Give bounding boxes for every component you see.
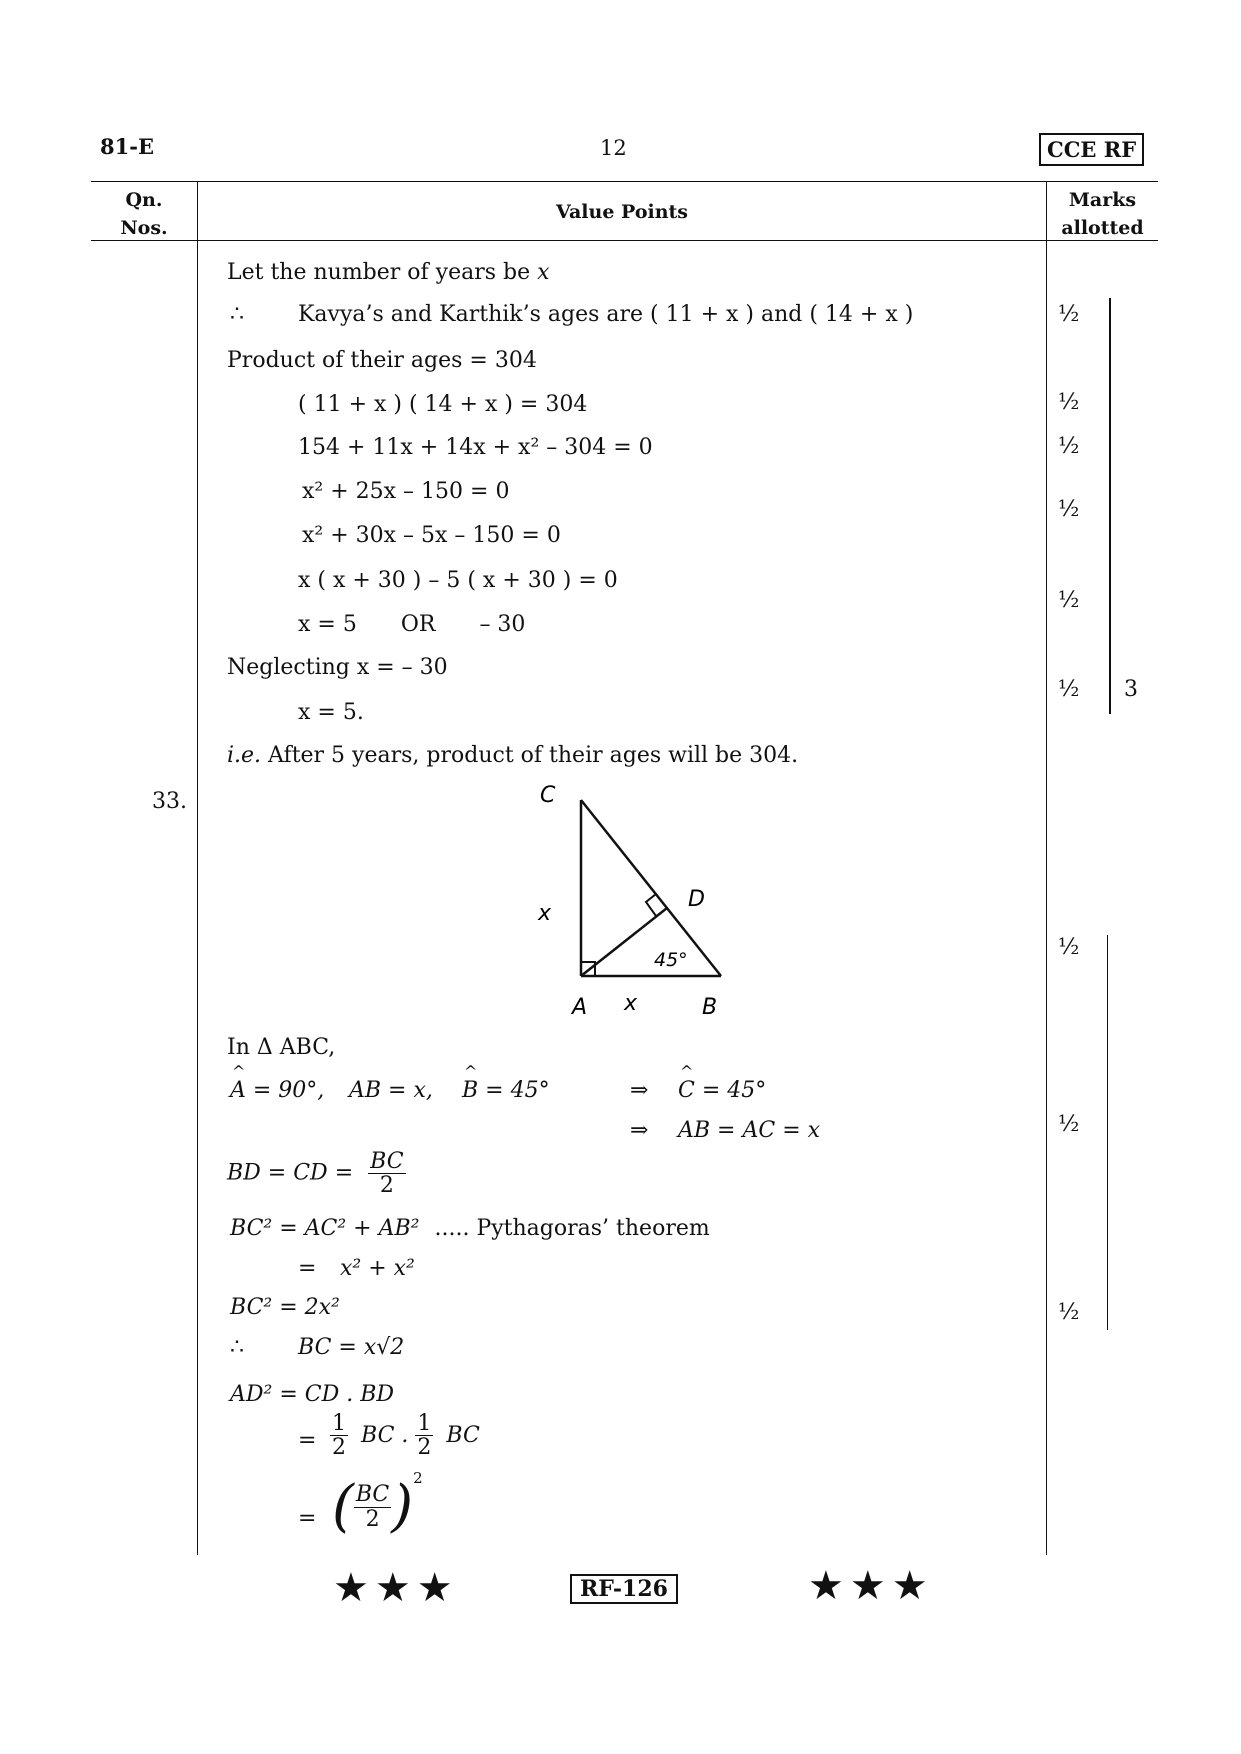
marks-a-bracket (1109, 298, 1111, 714)
col-head-value-points: Value Points (556, 201, 688, 223)
line-x-equals-5: x = 5. (298, 700, 364, 725)
marks-a-total: 3 (1124, 677, 1138, 702)
mark-b-1: ½ (1058, 935, 1080, 960)
page-number: 12 (600, 136, 627, 160)
line-product: Product of their ages = 304 (227, 348, 537, 373)
footer-stars-right: ★★★ (808, 1563, 934, 1609)
label-angle: 45° (654, 949, 688, 971)
triangle-diagram (520, 780, 750, 1020)
line-equation-4: x² + 30x – 5x – 150 = 0 (302, 523, 561, 548)
line-angle-b: ^ B = 45° (462, 1078, 550, 1103)
mark-a-1: ½ (1058, 302, 1080, 327)
line-equation-1: ( 11 + x ) ( 14 + x ) = 304 (298, 392, 588, 417)
right-angle-d (646, 894, 656, 916)
line-equation-3: x² + 25x – 150 = 0 (302, 479, 510, 504)
eq-sign-2: = (298, 1428, 317, 1453)
line-factorised: x ( x + 30 ) – 5 ( x + 30 ) = 0 (298, 568, 618, 593)
line-ages: Kavya’s and Karthik’s ages are ( 11 + x ) and ( 14 + x ) (298, 302, 914, 327)
mark-a-6: ½ (1058, 677, 1080, 702)
col-divider-right (1046, 181, 1047, 1555)
line-conclusion: i.e. After 5 years, product of their ages will be 304. (227, 743, 799, 768)
line-angles: ^ A = 90°, (230, 1078, 324, 1103)
label-side-ab: x (624, 991, 638, 1016)
question-number: 33. (152, 789, 187, 814)
line-in-abc: In Δ ABC, (227, 1035, 336, 1060)
label-a: A (572, 995, 588, 1020)
eq-sign-3: = (298, 1506, 317, 1531)
line-bd-cd: BD = CD = $\frac{BC}{2}$ (227, 1149, 404, 1199)
line-roots: x = 5 OR – 30 (298, 612, 526, 637)
line-ab-ac: AB = AC = x (678, 1118, 821, 1143)
mark-a-5: ½ (1058, 588, 1080, 613)
line-ad2: AD² = CD . BD (230, 1382, 395, 1407)
line-pythagoras: BC² = AC² + AB² ..... Pythagoras’ theorem (230, 1216, 710, 1241)
table-top-rule (91, 181, 1158, 182)
implies-1: ⇒ (630, 1078, 649, 1103)
line-equation-2: 154 + 11x + 14x + x² – 304 = 0 (298, 435, 653, 460)
mark-a-2: ½ (1058, 390, 1080, 415)
line-bc-over-2-squared: ( $\frac{BC}{2}$ )$^2$ (332, 1469, 423, 1539)
implies-2: ⇒ (630, 1118, 649, 1143)
marks-b-bracket (1107, 935, 1108, 1330)
mark-a-3: ½ (1058, 434, 1080, 459)
label-b: B (702, 995, 718, 1020)
mark-b-2: ½ (1058, 1112, 1080, 1137)
line-half-product: $\frac{1}{2}$ BC . $\frac{1}{2}$ BC (332, 1411, 480, 1461)
scheme-badge: CCE RF (1039, 133, 1144, 166)
line-angle-c: ^ C = 45° (678, 1078, 766, 1103)
col-head-marks: Marks allotted (1061, 189, 1144, 239)
mark-a-4: ½ (1058, 497, 1080, 522)
footer-stars-left: ★★★ (333, 1565, 459, 1611)
line-x2-x2: x² + x² (340, 1256, 415, 1281)
line-neglecting: Neglecting x = – 30 (227, 655, 448, 680)
label-c: C (540, 783, 556, 808)
paper-code: 81-E (100, 134, 154, 159)
label-side-ac: x (538, 901, 552, 926)
line-let-years: Let the number of years be x (227, 260, 550, 285)
line-bc2: BC² = 2x² (230, 1295, 340, 1320)
line-ab-x: AB = x, (349, 1078, 433, 1103)
col-head-qn: Qn. Nos. (120, 189, 168, 239)
therefore-symbol: ∴ (230, 302, 244, 327)
col-divider-left (197, 181, 198, 1555)
therefore-2: ∴ (230, 1335, 244, 1360)
eq-sign-1: = (298, 1256, 317, 1281)
mark-b-3: ½ (1058, 1300, 1080, 1325)
footer-code: RF-126 (570, 1574, 678, 1604)
label-d: D (688, 887, 705, 912)
line-bc-eq: BC = x√2 (298, 1335, 405, 1360)
table-head-rule (91, 240, 1158, 241)
